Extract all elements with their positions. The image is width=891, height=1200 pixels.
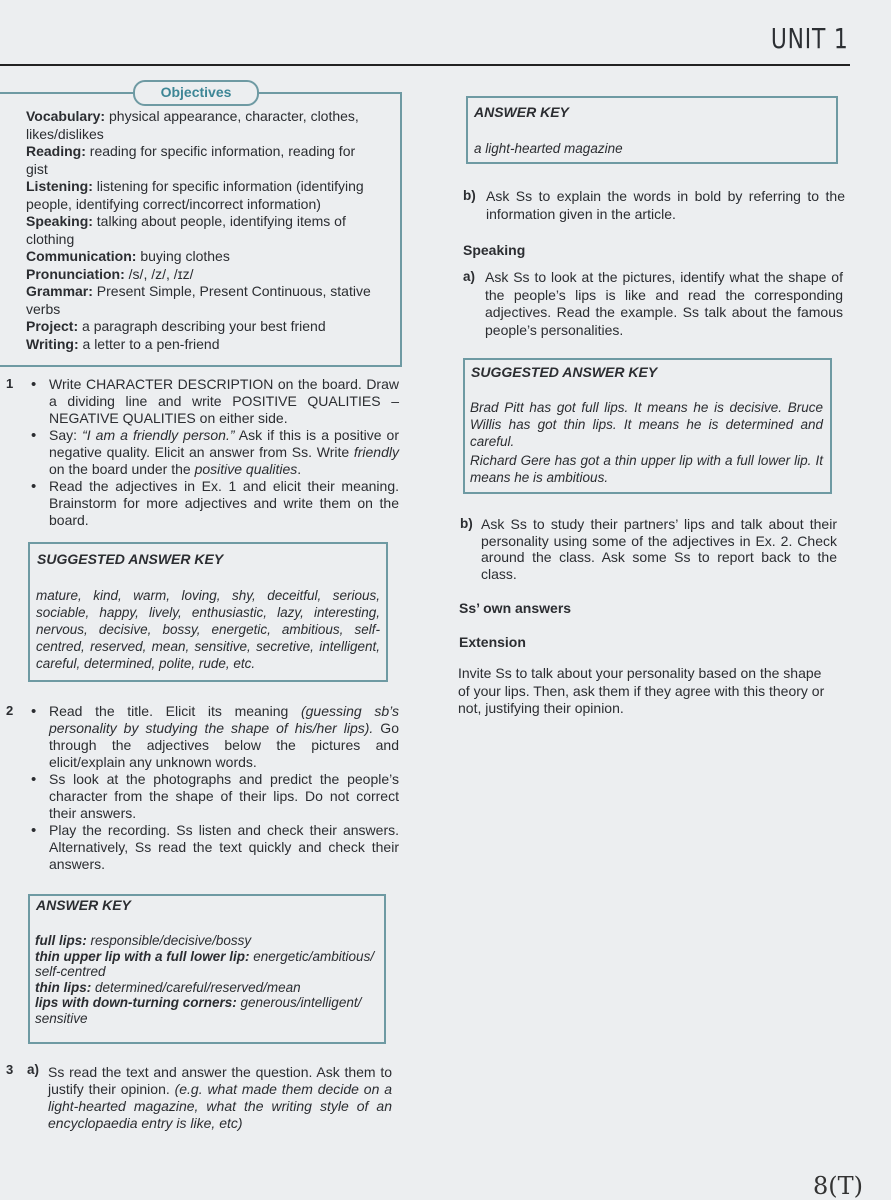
exercise-1-key-title: SUGGESTED ANSWER KEY [37, 551, 224, 567]
extension-heading: Extension [459, 634, 526, 650]
objective-communication: Communication: buying clothes [26, 248, 230, 264]
exercise-3a-label: a) [27, 1062, 40, 1077]
exercise-1-bullets [27, 376, 399, 529]
objectives-tag: Objectives [133, 80, 259, 106]
speaking-key-title: SUGGESTED ANSWER KEY [471, 364, 658, 380]
exercise-2-key-list [35, 933, 379, 1026]
unit-heading: UNIT 1 [771, 22, 849, 55]
speaking-heading: Speaking [463, 242, 526, 258]
exercise-3a-key-text: a light-hearted magazine [474, 141, 623, 156]
objective-pronunciation: Pronunciation: /s/, /z/, /ɪz/ [26, 265, 194, 282]
objective-reading: Reading: reading for specific information, reading for gist [26, 143, 356, 177]
speaking-a-text: Ask Ss to look at the pictures, identify what the shape of the people’s lips is like and read the corresponding adjectives. Read the example. Ss talk about the famous people’s personalities. [485, 269, 843, 338]
exercise-3b-label: b) [463, 188, 476, 203]
exercise-number-1: 1 [6, 376, 14, 391]
exercise-1-bullet: • Write CHARACTER DESCRIPTION on the board. Draw a dividing line and write POSITIVE QUALITIES – NEGATIVE QUALITIES on either side. [27, 376, 399, 427]
own-answers: Ss’ own answers [459, 600, 572, 616]
key-item: thin lips: determined/careful/reserved/mean [35, 979, 301, 995]
exercise-number-2: 2 [6, 703, 14, 718]
speaking-b-label: b) [460, 516, 473, 531]
objective-grammar: Grammar: Present Simple, Present Continuous, stative verbs [26, 283, 371, 317]
exercise-2-key-title: ANSWER KEY [36, 897, 131, 913]
exercise-number-3: 3 [6, 1062, 14, 1077]
objective-vocabulary: Vocabulary: physical appearance, character, clothes, likes/dislikes [26, 108, 359, 142]
header-rule [0, 64, 850, 66]
objective-project: Project: a paragraph describing your best friend [26, 318, 326, 334]
key-item: lips with down-turning corners: generous/intelligent/ sensitive [35, 995, 362, 1026]
exercise-3a-key-title: ANSWER KEY [474, 104, 569, 120]
exercise-1-key-text: mature, kind, warm, loving, shy, deceitful, serious, sociable, happy, lively, enthusiastic, lazy, interesting, nervous, decisive, bossy, energetic, ambitious, self-centred, reserved, mean, sensitive, secretive, intelligent, careful, determined, polite, rude, etc. [36, 588, 380, 671]
exercise-2-bullet: • Read the title. Elicit its meaning (guessing sb’s personality by studying the shape of his/her lips). Go through the adjectives below the pictures and elicit/explain any unknown words. [27, 703, 399, 771]
speaking-a-label: a) [463, 269, 476, 284]
extension-text: Invite Ss to talk about your personality based on the shape of your lips. Then, ask them if they agree with this theory or not, justifying their opinion. [458, 665, 825, 716]
objectives-list [26, 108, 380, 353]
key-item: thin upper lip with a full lower lip: energetic/ambitious/ self-centred [35, 948, 375, 979]
exercise-1-bullet: • Read the adjectives in Ex. 1 and elicit their meaning. Brainstorm for more adjectives and write them on the board. [27, 478, 399, 529]
exercise-3a-text: Ss read the text and answer the question. Ask them to justify their opinion. (e.g. what made them decide on a light-hearted magazine, what the writing style of an encyclopaedia entry is like, etc) [48, 1064, 392, 1131]
exercise-2-bullet: • Ss look at the photographs and predict the people’s character from the shape of their lips. Do not correct their answers. [27, 771, 399, 822]
exercise-3b-text: Ask Ss to explain the words in bold by referring to the information given in the article. [486, 188, 845, 222]
speaking-key-text-1: Brad Pitt has got full lips. It means he is decisive. Bruce Willis has got thin lips. It means he is determined and careful. [470, 400, 823, 449]
exercise-1-bullet: • Say: “I am a friendly person.” Ask if this is a positive or negative quality. Elicit an answer from Ss. Write friendly on the board under the positive qualities. [27, 427, 399, 478]
speaking-b-text: Ask Ss to study their partners’ lips and talk about their personality using some of the adjectives in Ex. 2. Check around the class. Ask some Ss to report back to the class. [481, 516, 837, 582]
speaking-key-text-2: Richard Gere has got a thin upper lip with a full lower lip. It means he is ambitious. [470, 453, 823, 485]
exercise-2-bullets [27, 703, 399, 873]
exercise-2-bullet: • Play the recording. Ss listen and check their answers. Alternatively, Ss read the text quickly and check their answers. [27, 822, 399, 873]
page-number: 8(T) [812, 1172, 863, 1200]
objective-listening: Listening: listening for specific information (identifying people, identifying correct/incorrect information) [26, 178, 364, 212]
objective-speaking: Speaking: talking about people, identifying items of clothing [26, 213, 346, 247]
objective-writing: Writing: a letter to a pen-friend [26, 335, 220, 352]
key-item: full lips: responsible/decisive/bossy [35, 933, 252, 948]
